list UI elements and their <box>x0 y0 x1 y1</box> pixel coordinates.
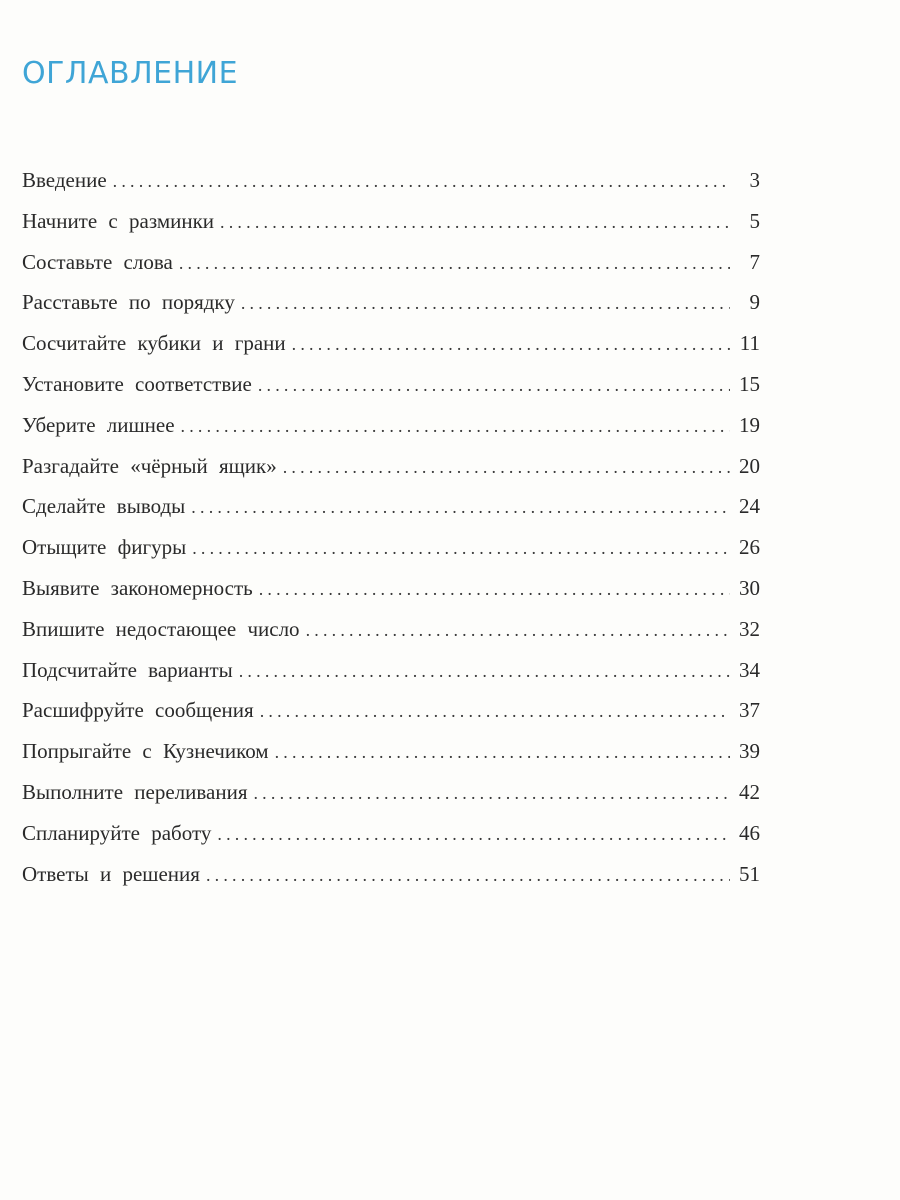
toc-entry-page-number: 46 <box>739 820 760 845</box>
toc-entry-page-number: 7 <box>749 249 760 274</box>
toc-entry-page-number: 39 <box>739 739 760 764</box>
toc-entry-page-number: 5 <box>749 208 760 233</box>
toc-entry-page-number: 3 <box>749 168 760 192</box>
toc-entry <box>22 650 760 691</box>
toc-entry <box>22 364 760 405</box>
toc-entry-page-number: 26 <box>739 535 760 560</box>
toc-dot-leader <box>206 855 730 896</box>
toc-dot-leader <box>260 691 730 732</box>
toc-entry-page-number: 32 <box>739 616 760 641</box>
toc-entry <box>22 813 760 854</box>
toc-entry-title: Впишите недостающее число <box>22 616 300 641</box>
toc-entry-page-number: 51 <box>739 861 760 886</box>
toc-dot-leader <box>253 773 730 814</box>
toc-entry-title: Установите соответствие <box>22 371 252 396</box>
toc-entry-page-number: 20 <box>739 453 760 478</box>
contents-heading: ОГЛАВЛЕНИЕ <box>22 56 239 91</box>
toc-dot-leader <box>217 814 730 855</box>
toc-dot-leader <box>179 243 730 284</box>
toc-entry-title: Ответы и решения <box>22 861 200 886</box>
toc-dot-leader <box>241 283 730 324</box>
toc-entry <box>22 527 760 568</box>
toc-entry-title: Расшифруйте сообщения <box>22 698 254 723</box>
toc-entry <box>22 486 760 527</box>
toc-dot-leader <box>283 447 730 488</box>
toc-entry-page-number: 37 <box>739 698 760 723</box>
toc-entry <box>22 690 760 731</box>
toc-entry-title: Подсчитайте варианты <box>22 657 233 682</box>
toc-entry <box>22 854 760 895</box>
toc-entry-title: Уберите лишнее <box>22 412 175 437</box>
toc-entry <box>22 405 760 446</box>
toc-dot-leader <box>259 569 730 610</box>
toc-entry <box>22 242 760 283</box>
toc-entry-page-number: 9 <box>749 290 760 315</box>
toc-dot-leader <box>306 610 730 651</box>
toc-entry-title: Разгадайте «чёрный ящик» <box>22 453 277 478</box>
toc-entry-title: Сосчитайте кубики и грани <box>22 331 286 356</box>
toc-dot-leader <box>113 161 730 202</box>
toc-dot-leader <box>292 324 730 365</box>
toc-entry <box>22 160 760 201</box>
toc-entry-page-number: 42 <box>739 779 760 804</box>
toc-entry <box>22 201 760 242</box>
toc-entry-page-number: 11 <box>739 331 760 356</box>
toc-dot-leader <box>275 732 730 773</box>
toc-entry-title: Расставьте по порядку <box>22 290 235 315</box>
table-of-contents <box>22 160 760 894</box>
toc-entry <box>22 609 760 650</box>
toc-dot-leader <box>239 651 730 692</box>
toc-entry-title: Отыщите фигуры <box>22 535 187 560</box>
toc-entry-page-number: 34 <box>739 657 760 682</box>
toc-dot-leader <box>192 528 730 569</box>
toc-entry-title: Спланируйте работу <box>22 820 212 845</box>
toc-dot-leader <box>220 202 730 243</box>
toc-dot-leader <box>181 406 730 447</box>
toc-entry-title: Попрыгайте с Кузнечиком <box>22 739 269 764</box>
toc-entry-title: Начните с разминки <box>22 208 215 233</box>
toc-entry <box>22 323 760 364</box>
toc-entry <box>22 568 760 609</box>
toc-entry <box>22 446 760 487</box>
toc-dot-leader <box>191 487 730 528</box>
toc-entry-page-number: 30 <box>739 575 760 600</box>
toc-entry <box>22 731 760 772</box>
toc-entry-title: Выполните переливания <box>22 779 248 804</box>
toc-entry-page-number: 15 <box>739 371 760 396</box>
toc-entry <box>22 282 760 323</box>
toc-entry-page-number: 19 <box>739 412 760 437</box>
toc-entry-page-number: 24 <box>739 494 760 519</box>
toc-entry-title: Сделайте выводы <box>22 494 186 519</box>
toc-entry-title: Введение <box>22 168 107 192</box>
toc-entry-title: Выявите закономерность <box>22 575 253 600</box>
toc-dot-leader <box>258 365 730 406</box>
toc-entry <box>22 772 760 813</box>
toc-entry-title: Составьте слова <box>22 249 173 274</box>
